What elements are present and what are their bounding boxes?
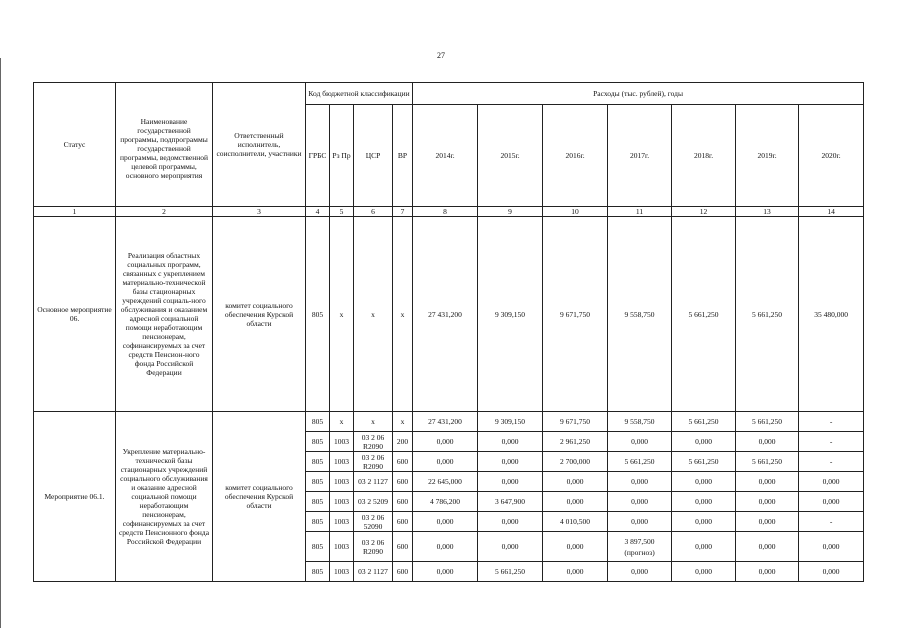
value-cell: 0,000: [543, 492, 608, 512]
header-name: Наименование государственной программы, подпрограммы государственной программы, ведомственной целевой программы, основного мероприятия: [116, 83, 213, 207]
value-cell: 2 961,250: [543, 432, 608, 452]
header-csr: ЦСР: [354, 105, 393, 207]
csr-cell: 03 2 1127: [354, 562, 393, 582]
grbs-cell: 805: [306, 217, 330, 412]
header-year: 2016г.: [543, 105, 608, 207]
column-number: 5: [330, 207, 354, 217]
rzpr-cell: 1003: [330, 512, 354, 532]
value-cell: -: [799, 432, 864, 452]
value-cell: -: [799, 512, 864, 532]
value-cell: 0,000: [672, 562, 736, 582]
scan-margin-line: [0, 58, 1, 628]
value-cell: 0,000: [799, 562, 864, 582]
value-cell: 0,000: [736, 492, 799, 512]
value-cell: 0,000: [799, 492, 864, 512]
header-year: 2019г.: [736, 105, 799, 207]
grbs-cell: 805: [306, 452, 330, 472]
rzpr-cell: 1003: [330, 532, 354, 562]
value-cell: 0,000: [736, 532, 799, 562]
value-cell: 0,000: [608, 512, 672, 532]
forecast-note: (прогноз): [624, 547, 655, 557]
value-cell: 5 661,250: [478, 562, 543, 582]
value-cell: 22 645,000: [413, 472, 478, 492]
column-number: 6: [354, 207, 393, 217]
value-cell: 0,000: [736, 432, 799, 452]
value-cell: 0,000: [736, 512, 799, 532]
csr-cell: 03 2 06 52090: [354, 512, 393, 532]
column-number-row: [34, 207, 864, 217]
header-status: Статус: [34, 83, 116, 207]
grbs-cell: 805: [306, 532, 330, 562]
value-cell: 5 661,250: [736, 412, 799, 432]
column-number: 12: [672, 207, 736, 217]
grbs-cell: 805: [306, 492, 330, 512]
header-executor: Ответственный исполнитель, соисполнители, участники: [213, 83, 306, 207]
value-cell: 5 661,250: [608, 452, 672, 472]
vr-cell: х: [393, 217, 413, 412]
value-cell: 0,000: [799, 532, 864, 562]
vr-cell: 600: [393, 472, 413, 492]
value-cell: 0,000: [799, 472, 864, 492]
value-cell: 2 700,000: [543, 452, 608, 472]
executor-cell: комитет социального обеспечения Курской области: [213, 217, 306, 412]
grbs-cell: 805: [306, 472, 330, 492]
header-rzpr: Рз Пр: [330, 105, 354, 207]
value-cell: 0,000: [543, 562, 608, 582]
main-event-row: [34, 217, 864, 412]
value-cell: 0,000: [413, 512, 478, 532]
column-number: 4: [306, 207, 330, 217]
rzpr-cell: 1003: [330, 472, 354, 492]
name-cell: Укрепление материально-технической базы стационарных учреждений социального обслуживания и оказание адресной социальной помощи неработающим пенсионерам, софинансируемых за счет средств Пенсионного фонда Российской Федерации: [116, 412, 213, 582]
value-cell: 5 661,250: [672, 452, 736, 472]
column-number: 1: [34, 207, 116, 217]
vr-cell: х: [393, 412, 413, 432]
executor-cell: комитет социального обеспечения Курской области: [213, 412, 306, 582]
vr-cell: 600: [393, 562, 413, 582]
vr-cell: 600: [393, 492, 413, 512]
value-cell: 0,000: [413, 562, 478, 582]
value-cell: 0,000: [736, 472, 799, 492]
value-cell: 0,000: [608, 492, 672, 512]
value-cell: 4 010,500: [543, 512, 608, 532]
csr-cell: 03 2 06 R2090: [354, 452, 393, 472]
column-number: 9: [478, 207, 543, 217]
value-cell: 0,000: [478, 472, 543, 492]
vr-cell: 600: [393, 532, 413, 562]
value-cell: -: [799, 452, 864, 472]
value-cell: 0,000: [543, 472, 608, 492]
value-cell: 9 309,150: [478, 412, 543, 432]
value-cell: 4 786,200: [413, 492, 478, 512]
grbs-cell: 805: [306, 432, 330, 452]
status-cell: Основное мероприятие 06.: [34, 217, 116, 412]
value-cell: 0,000: [413, 532, 478, 562]
value-cell: 0,000: [672, 492, 736, 512]
rzpr-cell: х: [330, 412, 354, 432]
csr-cell: х: [354, 217, 393, 412]
csr-cell: 03 2 06 R2090: [354, 432, 393, 452]
value-cell: 0,000: [413, 452, 478, 472]
value-cell: 5 661,250: [736, 217, 799, 412]
value-cell: 0,000: [672, 532, 736, 562]
page-number: 27: [437, 51, 445, 60]
value-cell: 0,000: [413, 432, 478, 452]
header-year: 2014г.: [413, 105, 478, 207]
column-number: 13: [736, 207, 799, 217]
value-cell: 5 661,250: [672, 217, 736, 412]
value-cell: 0,000: [478, 512, 543, 532]
csr-cell: х: [354, 412, 393, 432]
value-cell: 35 480,000: [799, 217, 864, 412]
value-cell: 0,000: [608, 562, 672, 582]
value-cell: 27 431,200: [413, 412, 478, 432]
value-cell: 0,000: [543, 532, 608, 562]
value-text: 3 897,500: [624, 536, 655, 546]
value-cell: 0,000: [608, 432, 672, 452]
status-cell: Мероприятие 06.1.: [34, 412, 116, 582]
column-number: 11: [608, 207, 672, 217]
value-cell: 0,000: [478, 432, 543, 452]
value-cell: 0,000: [478, 532, 543, 562]
column-number: 2: [116, 207, 213, 217]
column-number: 8: [413, 207, 478, 217]
value-cell: 27 431,200: [413, 217, 478, 412]
rzpr-cell: 1003: [330, 432, 354, 452]
grbs-cell: 805: [306, 512, 330, 532]
value-cell: 5 661,250: [736, 452, 799, 472]
value-cell: 9 558,750: [608, 412, 672, 432]
value-cell: 0,000: [608, 472, 672, 492]
budget-table: [33, 82, 864, 582]
rzpr-cell: 1003: [330, 562, 354, 582]
header-budget-code: Код бюджетной классификации: [306, 83, 413, 105]
rzpr-cell: 1003: [330, 492, 354, 512]
sub-event-row: [34, 412, 864, 432]
header-year: 2017г.: [608, 105, 672, 207]
value-cell: 0,000: [672, 512, 736, 532]
value-cell: 9 558,750: [608, 217, 672, 412]
header-year: 2015г.: [478, 105, 543, 207]
header-year: 2018г.: [672, 105, 736, 207]
header-vr: ВР: [393, 105, 413, 207]
value-cell: 9 671,750: [543, 217, 608, 412]
column-number: 7: [393, 207, 413, 217]
column-number: 10: [543, 207, 608, 217]
header-year: 2020г.: [799, 105, 864, 207]
header-expenses: Расходы (тыс. рублей), годы: [413, 83, 864, 105]
column-number: 3: [213, 207, 306, 217]
csr-cell: 03 2 1127: [354, 472, 393, 492]
value-cell: 3 647,900: [478, 492, 543, 512]
grbs-cell: 805: [306, 562, 330, 582]
value-cell: 0,000: [736, 562, 799, 582]
forecast-value-cell: [608, 532, 672, 562]
csr-cell: 03 2 06 R2090: [354, 532, 393, 562]
column-number: 14: [799, 207, 864, 217]
rzpr-cell: х: [330, 217, 354, 412]
name-cell: Реализация областных социальных программ, связанных с укреплением материально-технической базы стационарных учреждений социаль-ного обслуживания и оказанием адресной социальной помощи неработающим пенсионерам, софинансируемых за счет средств Пенсион-ного фонда Российской Федерации: [116, 217, 213, 412]
value-cell: 5 661,250: [672, 412, 736, 432]
value-cell: 0,000: [672, 472, 736, 492]
value-cell: 0,000: [478, 452, 543, 472]
grbs-cell: 805: [306, 412, 330, 432]
csr-cell: 03 2 5209: [354, 492, 393, 512]
value-cell: 9 671,750: [543, 412, 608, 432]
value-cell: -: [799, 412, 864, 432]
vr-cell: 600: [393, 452, 413, 472]
header-grbs: ГРБС: [306, 105, 330, 207]
value-cell: 0,000: [672, 432, 736, 452]
vr-cell: 200: [393, 432, 413, 452]
value-cell: 9 309,150: [478, 217, 543, 412]
vr-cell: 600: [393, 512, 413, 532]
rzpr-cell: 1003: [330, 452, 354, 472]
